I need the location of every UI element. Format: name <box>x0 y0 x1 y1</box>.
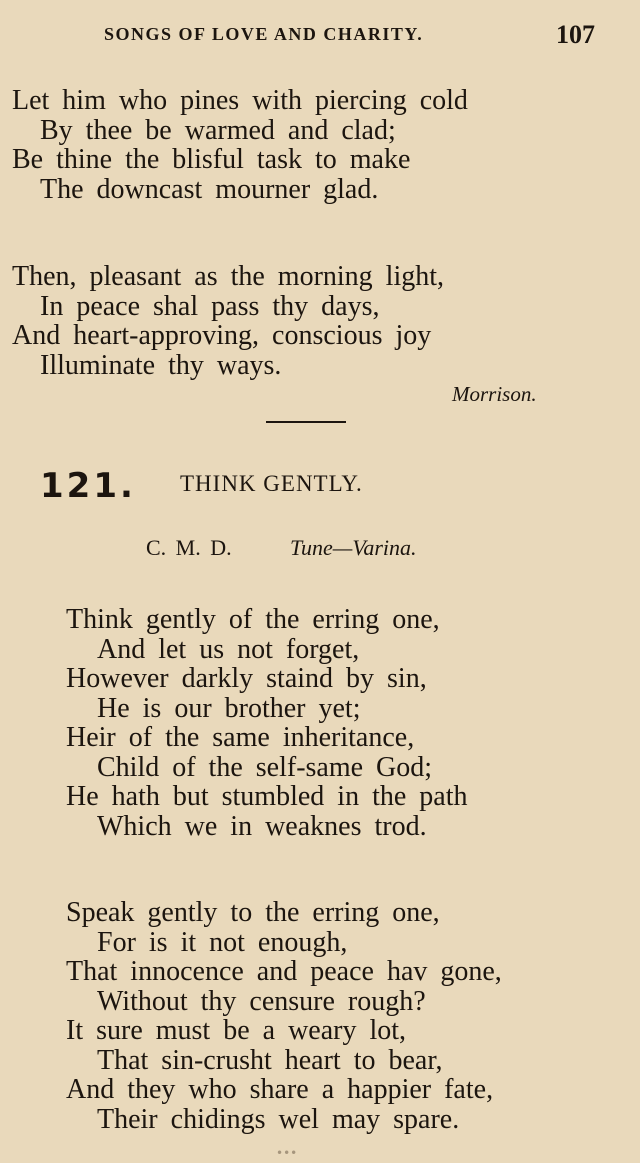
hymn-meter: C. M. D. <box>146 535 232 560</box>
verse-line: For is it not enough, <box>97 926 348 958</box>
verse-line: Be thine the blisful task to make <box>12 144 411 175</box>
verse-line: However darkly staind by sin, <box>66 663 427 694</box>
verse-line: Think gently of the erring one, <box>66 604 440 635</box>
verse-line: By thee be warmed and clad; <box>40 114 396 146</box>
verse-line: That innocence and peace hav gone, <box>66 956 502 987</box>
verse-line: Child of the self-same God; <box>97 751 433 783</box>
hymn-stanza-2 <box>0 898 640 1134</box>
stanza-previous-hymn-2 <box>0 262 640 380</box>
page-number: 107 <box>556 20 595 49</box>
verse-line: Then, pleasant as the morning light, <box>12 261 445 292</box>
verse-line: Without thy censure rough? <box>97 985 426 1017</box>
running-head: SONGS OF LOVE AND CHARITY. <box>104 24 424 44</box>
verse-line: And they who share a happier fate, <box>66 1074 494 1105</box>
verse-line: Heir of the same inheritance, <box>66 722 415 753</box>
hymn-title: THINK GENTLY. <box>180 471 363 496</box>
verse-line: Let him who pines with piercing cold <box>12 85 468 116</box>
section-divider <box>266 421 346 423</box>
verse-line: He hath but stumbled in the path <box>66 781 468 812</box>
verse-line: It sure must be a weary lot, <box>66 1015 407 1046</box>
ornament-smudge: ••• <box>276 1146 298 1160</box>
verse-line: Their chidings wel may spare. <box>97 1103 460 1135</box>
verse-line: In peace shal pass thy days, <box>40 290 380 322</box>
verse-line: That sin-crusht heart to bear, <box>97 1044 443 1076</box>
verse-line: The downcast mourner glad. <box>40 173 379 205</box>
verse-line: He is our brother yet; <box>97 692 361 724</box>
author-attribution: Morrison. <box>452 382 537 406</box>
verse-line: Illuminate thy ways. <box>40 349 282 381</box>
hymn-stanza-1 <box>0 605 640 841</box>
stanza-previous-hymn-1 <box>0 86 640 204</box>
hymn-tune: Tune—Varina. <box>290 535 417 560</box>
verse-line: Which we in weaknes trod. <box>97 810 427 842</box>
verse-line: And heart-approving, conscious joy <box>12 320 432 351</box>
verse-line: And let us not forget, <box>97 633 360 665</box>
hymn-number: 121. <box>40 466 136 506</box>
verse-line: Speak gently to the erring one, <box>66 897 440 928</box>
